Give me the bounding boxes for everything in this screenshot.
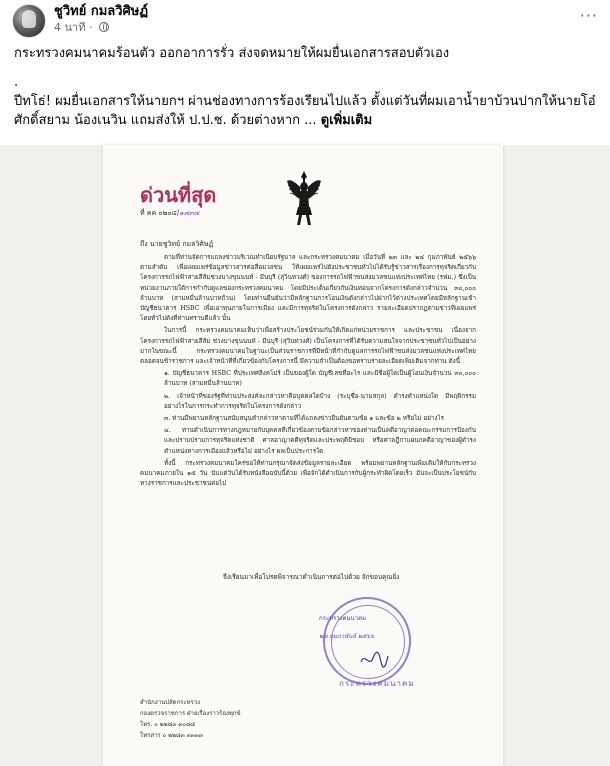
post-text-body: ปีทโธ่! ผมยื่นเอกสารให้นายกฯ ผ่านช่องทางการร้องเรียนไปแล้ว ตั้งแต่วันที่ผมเอาน้ำยาบ้วนปากให้นายโอ๋ ศักดิ์สยาม น้องเนวิน แถมส่งให้ ป.ป.ช. ด้วยต่างหาก ... <box>14 94 596 128</box>
post-meta <box>54 21 109 35</box>
stamp-date: ๒๗ กุมภาพันธ์ ๒๕๖๖ <box>319 633 375 640</box>
document-number-handwritten: ๑๗๓๗ <box>179 209 200 217</box>
document-page <box>103 145 503 766</box>
document-number: ที่ คค ๐๒๐๔/๑๗๓๗ <box>140 209 200 217</box>
more-options-button[interactable]: ··· <box>579 6 598 25</box>
footer-line: สำนักงานปลัดกระทรวง <box>140 699 201 706</box>
post-text-line: กระทรวงคมนาคมร้อนตัว ออกอาการรั่ว ส่งจดหมายให้ผมยื่นเอกสารสอบตัวเอง <box>14 46 450 61</box>
footer-line: โทร. ๐ ๒๒๘๓ ๓๐๘๔ <box>140 721 196 728</box>
signature-icon <box>359 648 389 670</box>
attached-image[interactable] <box>0 145 610 766</box>
garuda-emblem-icon <box>286 169 322 229</box>
document-item: ๓. ท่านมีพยานหลักฐานสนับสนุนคำกล่าวหาตามที่ได้แถลงข่าวยืนยันตามข้อ ๑ และข้อ ๒ หรือไม่ อย่างไร <box>164 415 445 423</box>
stamp-org: กระทรวงคมนาคม <box>319 615 366 622</box>
post-text <box>14 44 598 130</box>
document-item: ๒. เจ้าหน้าที่ของรัฐที่ท่านประสงค์จะกล่าวหาคือบุคคลใดบ้าง (ระบุชื่อ-นามสกุล) ดำรงตำแหน่งใด มีพฤติกรรมอย่างไรในการกระทำการทุจริตในโครงการดังกล่าว <box>164 392 476 410</box>
document-body <box>140 253 476 491</box>
post-time[interactable]: 4 นาที <box>54 21 86 34</box>
stamp-bottom-text: กระทรวงคมนาคม <box>339 679 415 688</box>
document-item: ๑. บัญชีธนาคาร HSBC ที่ประเทศสิงคโปร์ เป็นของผู้ใด บัญชีเลขที่อะไร และมีชื่อผู้ใดเป็นผู้โอนเงินจำนวน ๓๐,๐๐๐ ล้านบาท (สามหมื่นล้านบาท) <box>164 370 476 388</box>
author-name[interactable]: ชูวิทย์ กมลวิศิษฏ์ <box>54 4 149 19</box>
dot-separator: · <box>88 21 96 34</box>
document-closing: จึงเรียนมาเพื่อโปรดพิจารณาดำเนินการต่อไปด้วย จักขอบคุณยิ่ง <box>223 573 400 581</box>
salutation: ถึง นายชูวิทย์ กมลวิศิษฏ์ <box>140 240 214 248</box>
document-paragraph: ตามที่ท่านจัดการแถลงข่าวบริเวณทำเนียบรัฐบาล และกระทรวงคมนาคม เมื่อวันที่ ๒๓ และ ๒๔ กุมภาพันธ์ ๒๕๖๖ ตามลำดับ เพื่อเผยแพร่ข้อมูลข่าวสารต่อสื่อมวลชน ให้เผยแพร่ไปยังประชาชนทั่วไปได้รับรู้ข่าวสารเรื่องการทุจริตเกี่ยวกับโครงการรถไฟฟ้าสายสีส้มช่วงบางขุนนนท์ - มีนบุรี (สุวินทวงศ์) ของการรถไฟฟ้าขนส่งมวลชนแห่งประเทศไทย (รฟม.) ซึ่งเป็นหน่วยงานภายใต้การกำกับดูแลของกระทรวงคมนาคม โดยมีประเด็นเกี่ยวกับเงินทอนจากโครงการดังกล่าวจำนวน ๓๐,๐๐๐ ล้านบาท (สามหมื่นล้านบาทถ้วน) โดยท่านยืนยันว่ามีหลักฐานการโอนเงินดังกล่าวไปฝากไว้ต่างประเทศโดยมีหลักฐานเข้าบัญชีธนาคาร HSBC เพื่อเอาทุนภายในการเมือง และมีการทุจริตในโครงการดังกล่าว รายละเอียดปรากฏตามข่าวที่เผยแพร่โดยทั่วไปดังที่ท่านทราบดีแล้ว นั้น <box>140 254 476 323</box>
document-paragraph: ในการนี้ กระทรวงคมนาคมเห็นว่าเพื่อสร้างประโยชน์ร่วมกันให้เกิดแก่หน่วยราชการ และประชาชน เนื่องจากโครงการรถไฟฟ้าสายสีส้ม ช่วงบางขุนนนท์ - มีนบุรี (สุวินทวงศ์) เป็นโครงการที่ได้รับความสนใจจากประชาชนทั่วไปเป็นอย่างมากในขณะนี้ กระทรวงคมนาคมในฐานะเป็นส่วนราชการที่มีหน้าที่กำกับดูแลการรถไฟฟ้าขนส่งมวลชนแห่งประเทศไทย ตลอดจนข้าราชการ และเจ้าหน้าที่ที่เกี่ยวข้องกับโครงการนี้ มีความจำเป็นต้องขอทราบรายละเอียดเพิ่มเติมจากท่าน ดังนี้ <box>140 327 476 366</box>
globe-icon <box>99 22 109 32</box>
author-avatar[interactable] <box>12 4 46 38</box>
footer-line: โทรสาร ๐ ๒๒๘๓ ๓๓๓๓ <box>140 732 204 739</box>
urgent-heading: ด่วนที่สุด <box>140 183 217 207</box>
post-header <box>12 4 598 36</box>
document-footer <box>140 697 241 741</box>
footer-line: กองตรวจราชการ ฝ่ายเรื่องราวร้องทุกข์ <box>140 710 241 717</box>
stamp-text <box>319 613 374 649</box>
see-more-link[interactable]: ดูเพิ่มเติม <box>320 113 373 128</box>
post-text-line: . <box>14 75 19 90</box>
document-conclusion: ทั้งนี้ กระทรวงคมนาคมใคร่ขอให้ท่านกรุณาจัดส่งข้อมูลรายละเอียด พร้อมพยานหลักฐานเพิ่มเติมให้กับกระทรวงคมนาคมภายใน ๑๕ วัน นับแต่วันได้รับหนังสือฉบับนี้ด้วย เพื่อจักได้ดำเนินการกับผู้กระทำผิดโดยเร็ว อันจะเป็นประโยชน์กับทางราชการและประชาชนต่อไป <box>140 459 476 488</box>
post-text-line <box>14 92 598 130</box>
document-item: ๔. ท่านดำเนินการทางกฎหมายกับบุคคลที่เกี่ยวข้องตามข้อกล่าวหาของท่านเป็นคดีอาญาต่อคณะกรรมการป้องกันและปราบปรามการทุจริตแห่งชาติ ศาลอาญาคดีทุจริตและประพฤติมิชอบ หรือศาลฎีกาแผนกคดีอาญาของผู้ดำรงตำแหน่งทางการเมืองแล้วหรือไม่ อย่างไร ผลเป็นประการใด <box>164 427 476 455</box>
